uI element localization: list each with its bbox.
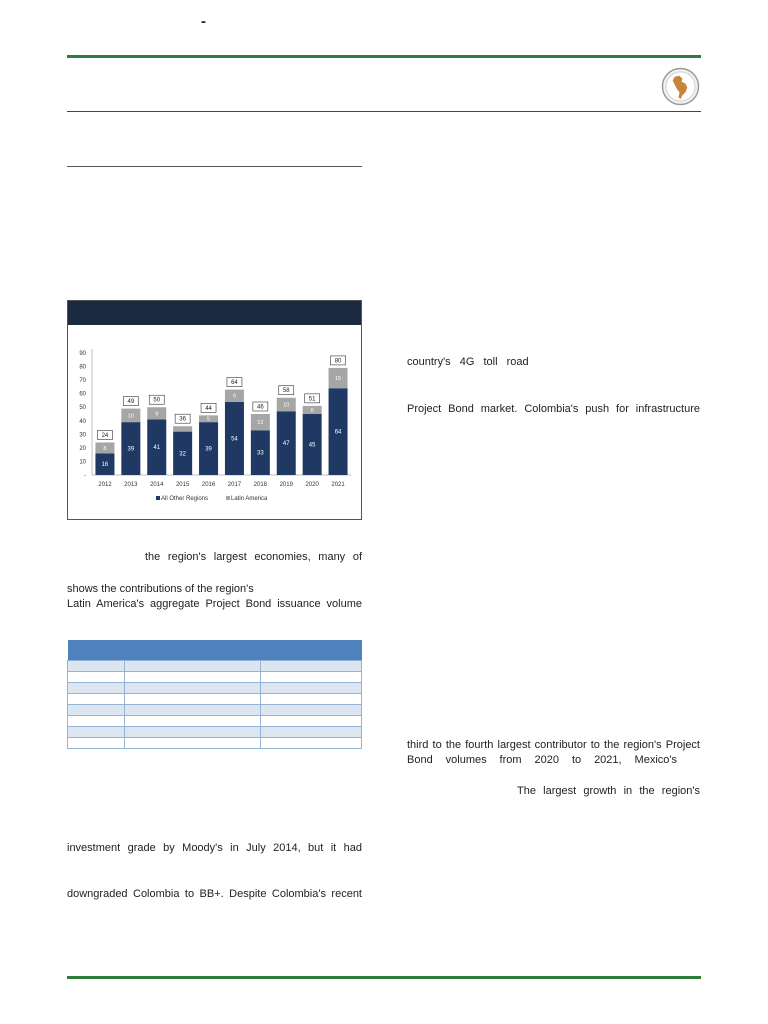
y-tick-label: 60 bbox=[79, 391, 86, 398]
table-header-row bbox=[68, 640, 362, 660]
x-tick-label: 2019 bbox=[279, 482, 293, 488]
data-label-latin-america: 6 bbox=[310, 407, 314, 414]
header-green-rule bbox=[67, 55, 701, 58]
legend-label: All Other Regions bbox=[161, 496, 209, 502]
table-row bbox=[68, 715, 362, 726]
table-row bbox=[68, 660, 362, 671]
right-text-line-4: Bond volumes from 2020 to 2021, Mexico's bbox=[407, 754, 677, 766]
x-tick-label: 2012 bbox=[98, 482, 112, 488]
table-row bbox=[68, 693, 362, 704]
header-black-rule bbox=[67, 111, 701, 112]
total-label: 44 bbox=[205, 405, 212, 412]
data-label-all-other-regions: 64 bbox=[334, 429, 342, 436]
y-tick-label: - bbox=[84, 473, 86, 479]
left-text-line-1: the region's largest economies, many of bbox=[145, 551, 362, 563]
left-text-line-5: downgraded Colombia to BB+. Despite Colombia's recent bbox=[67, 888, 362, 900]
total-label: 64 bbox=[231, 380, 238, 387]
data-label-latin-america: 5 bbox=[207, 416, 211, 423]
data-label-latin-america: 8 bbox=[103, 445, 107, 452]
table-row bbox=[68, 737, 362, 748]
data-label-all-other-regions: 54 bbox=[231, 436, 238, 443]
y-tick-label: 40 bbox=[79, 418, 86, 425]
right-text-line-2: Project Bond market. Colombia's push for infrastructure bbox=[407, 403, 700, 415]
data-label-all-other-regions: 45 bbox=[308, 442, 316, 449]
right-text-line-3: third to the fourth largest contributor to the region's Project bbox=[407, 739, 700, 751]
data-label-all-other-regions: 47 bbox=[282, 441, 290, 448]
data-label-latin-america: 9 bbox=[155, 411, 159, 418]
data-label-latin-america: 12 bbox=[257, 420, 264, 427]
stacked-bar-chart bbox=[68, 325, 361, 519]
table-row bbox=[68, 682, 362, 693]
total-label: 51 bbox=[308, 396, 316, 403]
total-label: 24 bbox=[101, 432, 109, 439]
x-tick-label: 2015 bbox=[175, 482, 190, 488]
table-row bbox=[68, 726, 362, 737]
y-tick-label: 90 bbox=[79, 351, 86, 357]
footer-green-rule bbox=[67, 976, 701, 979]
legend-swatch bbox=[226, 496, 230, 500]
y-tick-label: 70 bbox=[79, 378, 86, 385]
x-tick-label: 2016 bbox=[201, 482, 216, 488]
table-row bbox=[68, 704, 362, 715]
table-row bbox=[68, 671, 362, 682]
total-label: 36 bbox=[179, 416, 186, 423]
x-tick-label: 2020 bbox=[305, 482, 319, 488]
data-label-all-other-regions: 32 bbox=[179, 451, 186, 458]
data-label-all-other-regions: 41 bbox=[153, 445, 161, 452]
total-label: 50 bbox=[153, 397, 161, 404]
y-tick-label: 50 bbox=[79, 405, 86, 412]
data-label-latin-america: 10 bbox=[127, 413, 134, 420]
data-label-all-other-regions: 33 bbox=[257, 450, 264, 457]
data-label-latin-america: 10 bbox=[283, 402, 290, 409]
y-tick-label: 30 bbox=[79, 432, 86, 439]
left-text-line-2: shows the contributions of the region's bbox=[67, 583, 254, 595]
total-label: 80 bbox=[334, 358, 342, 365]
y-tick-label: 80 bbox=[79, 364, 86, 371]
x-tick-label: 2014 bbox=[150, 482, 164, 488]
legend-label: Latin America bbox=[231, 496, 268, 502]
x-tick-label: 2013 bbox=[124, 482, 138, 488]
header-dash: - bbox=[201, 13, 206, 30]
data-label-all-other-regions: 39 bbox=[127, 446, 135, 453]
y-tick-label: 20 bbox=[79, 445, 86, 452]
total-label: 46 bbox=[257, 404, 264, 411]
latin-america-globe-logo bbox=[661, 67, 700, 106]
x-tick-label: 2018 bbox=[253, 482, 268, 488]
right-text-line-1: country's 4G toll road bbox=[407, 356, 529, 368]
data-table bbox=[67, 640, 362, 749]
data-label-all-other-regions: 16 bbox=[101, 462, 109, 469]
y-tick-label: 10 bbox=[79, 459, 86, 466]
left-column-rule bbox=[67, 166, 362, 167]
data-label-latin-america: 9 bbox=[232, 393, 236, 400]
total-label: 49 bbox=[127, 399, 135, 406]
chart-title-bar bbox=[68, 301, 361, 325]
legend-swatch bbox=[156, 496, 160, 500]
left-text-line-4: investment grade by Moody's in July 2014, but it had bbox=[67, 842, 362, 854]
x-tick-label: 2021 bbox=[331, 482, 345, 488]
data-label-latin-america: 15 bbox=[334, 376, 342, 383]
bar-latin-america bbox=[173, 426, 192, 431]
data-label-all-other-regions: 39 bbox=[205, 446, 212, 453]
chart-figure bbox=[67, 300, 362, 520]
total-label: 58 bbox=[282, 388, 290, 395]
right-text-line-5: The largest growth in the region's bbox=[517, 785, 700, 797]
x-tick-label: 2017 bbox=[227, 482, 242, 488]
left-text-line-3: Latin America's aggregate Project Bond issuance volume bbox=[67, 598, 362, 610]
